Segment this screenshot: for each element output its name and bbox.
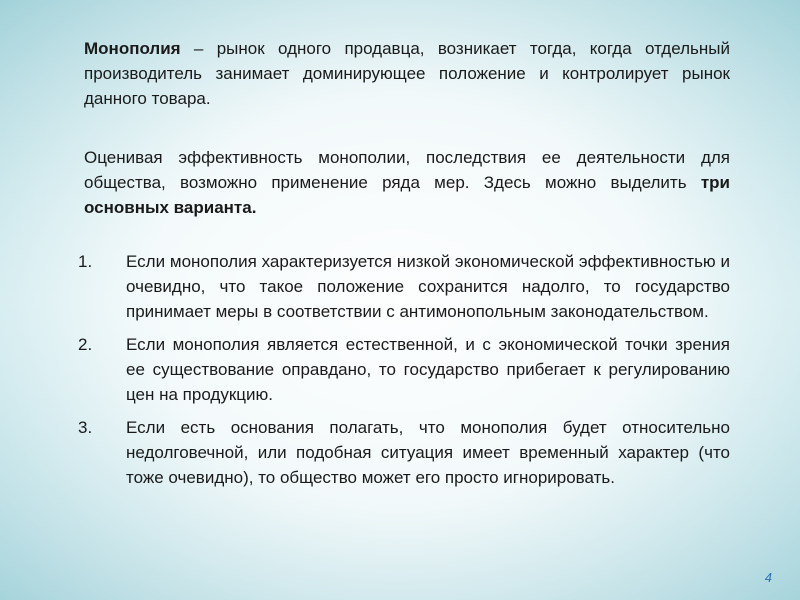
evaluation-paragraph bbox=[84, 145, 730, 220]
list-item-text: Если монополия является естественной, и с экономической точки зрения ее существование оправдано, то государство прибегает к регулированию цен на продукцию. bbox=[126, 335, 730, 404]
list-item bbox=[70, 415, 730, 490]
evaluation-emphasis: три основных варианта. bbox=[84, 173, 730, 217]
list-item bbox=[70, 332, 730, 407]
variants-list bbox=[70, 249, 730, 498]
definition-term: Монополия bbox=[84, 39, 181, 58]
list-item bbox=[70, 249, 730, 324]
list-item-number: 2. bbox=[78, 335, 93, 354]
definition-paragraph bbox=[84, 36, 730, 111]
list-item-number: 3. bbox=[78, 418, 93, 437]
definition-text: – рынок одного продавца, возникает тогда, когда отдельный производитель занимает доминирующее положение и контролирует рынок данного товара. bbox=[84, 39, 730, 108]
list-item-number: 1. bbox=[78, 252, 93, 271]
list-item-text: Если монополия характеризуется низкой экономической эффективностью и очевидно, что такое положение сохранится надолго, то государство принимает меры в соответствии с антимонопольным законодательством. bbox=[126, 252, 730, 321]
evaluation-text: Оценивая эффективность монополии, последствия ее деятельности для общества, возможно применение ряда мер. Здесь можно выделить bbox=[84, 148, 730, 192]
page-number: 4 bbox=[764, 570, 772, 585]
list-item-text: Если есть основания полагать, что монополия будет относительно недолговечной, или подобная ситуация имеет временный характер (что тоже очевидно), то общество может его просто игнорировать. bbox=[126, 418, 730, 487]
